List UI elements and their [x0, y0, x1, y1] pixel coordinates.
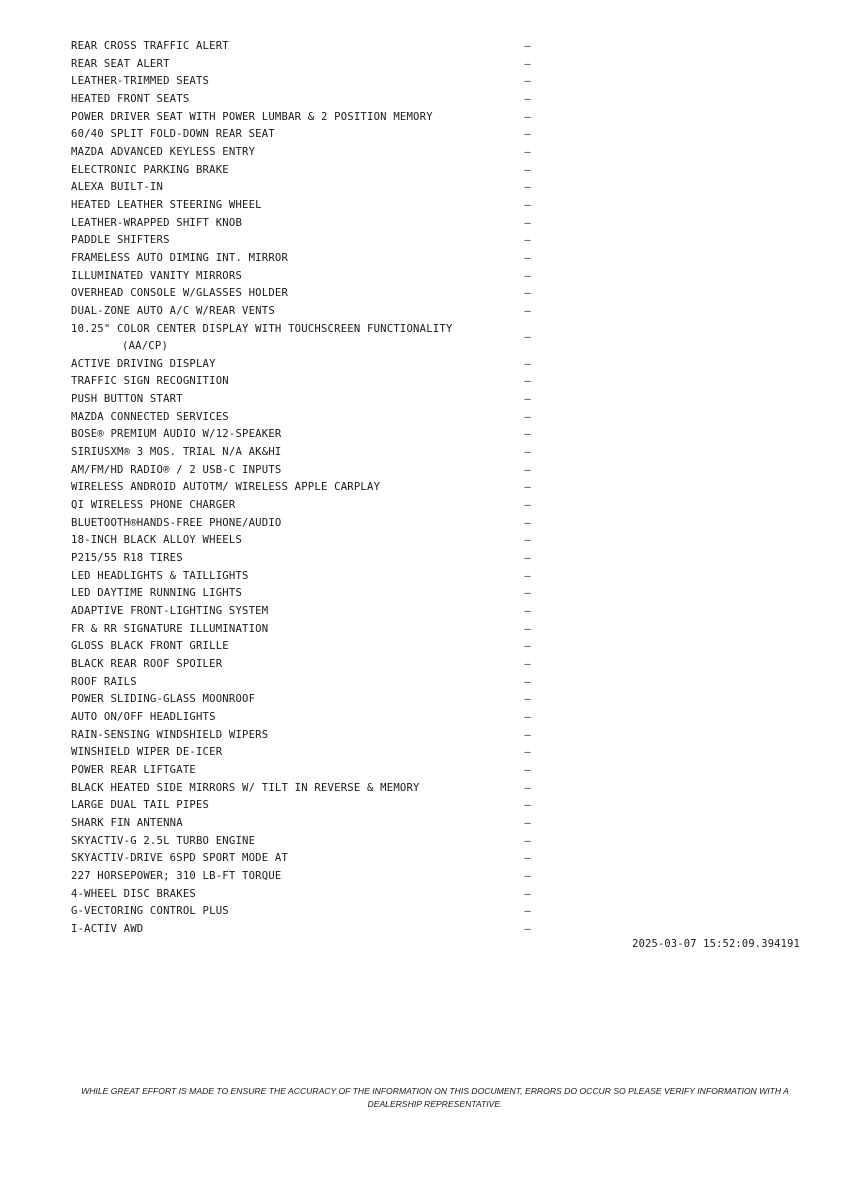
feature-label-text: GLOSS BLACK FRONT GRILLE — [71, 640, 229, 653]
feature-value: — — [524, 481, 531, 494]
feature-label-text: RAIN-SENSING WINDSHIELD WIPERS — [71, 728, 269, 741]
feature-value: — — [524, 587, 531, 600]
feature-row — [71, 285, 531, 303]
feature-label-text: ALEXA BUILT-IN — [71, 181, 164, 194]
feature-value: — — [524, 534, 531, 547]
feature-label — [71, 91, 501, 109]
feature-row — [71, 497, 531, 515]
feature-row — [71, 550, 531, 568]
feature-label — [71, 709, 501, 727]
feature-label-text: BOSE® PREMIUM AUDIO W/12-SPEAKER — [71, 428, 282, 441]
feature-row — [71, 833, 531, 851]
feature-label-text: 60/40 SPLIT FOLD-DOWN REAR SEAT — [71, 128, 275, 141]
feature-value: — — [524, 675, 531, 688]
feature-row — [71, 744, 531, 762]
feature-label — [71, 833, 501, 851]
feature-row — [71, 373, 531, 391]
feature-row — [71, 109, 531, 127]
feature-label — [71, 426, 501, 444]
feature-value: — — [524, 852, 531, 865]
feature-row — [71, 391, 531, 409]
feature-label — [71, 515, 501, 533]
feature-value: — — [524, 657, 531, 670]
feature-row — [71, 674, 531, 692]
feature-row — [71, 603, 531, 621]
feature-label — [71, 303, 501, 321]
disclaimer-text: WHILE GREAT EFFORT IS MADE TO ENSURE THE ACCURACY OF THE INFORMATION ON THIS DOCUMENT, ERRORS DO OCCUR SO PLEASE VERIFY INFORMATION WITH A DEALERSHIP REPRESENTATIVE. — [81, 1086, 789, 1109]
feature-row — [71, 815, 531, 833]
feature-value: — — [524, 816, 531, 829]
feature-value: — — [524, 181, 531, 194]
feature-label — [71, 532, 501, 550]
feature-label-text: WINSHIELD WIPER DE-ICER — [71, 746, 223, 759]
feature-row — [71, 532, 531, 550]
feature-label — [71, 232, 501, 250]
feature-label-text: FRAMELESS AUTO DIMING INT. MIRROR — [71, 251, 289, 264]
feature-row — [71, 479, 531, 497]
feature-label-text: ROOF RAILS — [71, 675, 137, 688]
feature-label-text: POWER REAR LIFTGATE — [71, 763, 196, 776]
feature-label — [71, 179, 501, 197]
feature-label-text: SKYACTIV-DRIVE 6SPD SPORT MODE AT — [71, 852, 289, 865]
feature-label-continuation: (AA/CP) — [122, 340, 169, 353]
feature-row — [71, 568, 531, 586]
feature-label-text: BLACK HEATED SIDE MIRRORS W/ TILT IN REVERSE & MEMORY — [71, 781, 420, 794]
feature-row — [71, 356, 531, 374]
feature-label — [71, 444, 501, 462]
feature-row — [71, 868, 531, 886]
feature-label — [71, 656, 501, 674]
feature-label-text: PUSH BUTTON START — [71, 393, 183, 406]
feature-label-text: BLACK REAR ROOF SPOILER — [71, 657, 223, 670]
feature-row — [71, 797, 531, 815]
feature-label-text: 10.25" COLOR CENTER DISPLAY WITH TOUCHSCREEN FUNCTIONALITY — [71, 322, 453, 335]
feature-row — [71, 444, 531, 462]
feature-label — [71, 886, 501, 904]
feature-value: — — [524, 428, 531, 441]
feature-label-text: ACTIVE DRIVING DISPLAY — [71, 357, 216, 370]
feature-row — [71, 691, 531, 709]
feature-value: — — [524, 693, 531, 706]
feature-label — [71, 674, 501, 692]
feature-label-text: ADAPTIVE FRONT-LIGHTING SYSTEM — [71, 605, 269, 617]
feature-label-text: POWER DRIVER SEAT WITH POWER LUMBAR & 2 POSITION MEMORY — [71, 110, 433, 123]
feature-label — [71, 815, 501, 833]
feature-row — [71, 179, 531, 197]
feature-value: — — [524, 393, 531, 406]
feature-value: — — [524, 905, 531, 918]
feature-label — [71, 479, 501, 497]
feature-value: — — [524, 887, 531, 900]
feature-label — [71, 73, 501, 91]
feature-label-text: QI WIRELESS PHONE CHARGER — [71, 499, 236, 512]
feature-row — [71, 515, 531, 533]
feature-label — [71, 903, 501, 921]
feature-row — [71, 727, 531, 745]
feature-label-text: P215/55 R18 TIRES — [71, 552, 183, 565]
feature-label-text: HEATED FRONT SEATS — [71, 92, 190, 105]
feature-label-text: LED DAYTIME RUNNING LIGHTS — [71, 587, 243, 600]
feature-row — [71, 585, 531, 603]
feature-row — [71, 426, 531, 444]
feature-label — [71, 727, 501, 745]
feature-label — [71, 126, 501, 144]
print-timestamp: 2025-03-07 15:52:09.394191 — [632, 938, 800, 950]
feature-label — [71, 356, 501, 374]
feature-label-text: 18-INCH BLACK ALLOY WHEELS — [71, 534, 243, 547]
feature-label — [71, 621, 501, 639]
feature-value: — — [524, 463, 531, 476]
feature-label — [71, 285, 501, 303]
feature-label-text: MAZDA ADVANCED KEYLESS ENTRY — [71, 145, 256, 158]
feature-row — [71, 250, 531, 268]
feature-label — [71, 56, 501, 74]
feature-label-text: BLUETOOTH®HANDS-FREE PHONE/AUDIO — [71, 516, 282, 529]
feature-value: — — [524, 163, 531, 176]
feature-label-text: POWER SLIDING-GLASS MOONROOF — [71, 693, 256, 706]
feature-value: — — [524, 287, 531, 300]
feature-value: — — [524, 331, 531, 344]
feature-label — [71, 638, 501, 656]
feature-row — [71, 462, 531, 480]
feature-value: — — [524, 746, 531, 759]
feature-label — [71, 144, 501, 162]
feature-label-text: FR & RR SIGNATURE ILLUMINATION — [71, 622, 269, 635]
feature-value: — — [524, 569, 531, 582]
feature-label-text: SHARK FIN ANTENNA — [71, 816, 183, 829]
feature-row — [71, 886, 531, 904]
feature-label — [71, 321, 501, 356]
feature-label-text: MAZDA CONNECTED SERVICES — [71, 410, 229, 423]
feature-value: — — [524, 552, 531, 565]
feature-label-text: TRAFFIC SIGN RECOGNITION — [71, 375, 229, 388]
feature-label — [71, 497, 501, 515]
feature-row — [71, 762, 531, 780]
feature-label — [71, 250, 501, 268]
feature-value: — — [524, 110, 531, 123]
feature-value: — — [524, 216, 531, 229]
feature-label-text: HEATED LEATHER STEERING WHEEL — [71, 198, 262, 211]
feature-label-text: ELECTRONIC PARKING BRAKE — [71, 163, 229, 176]
feature-label — [71, 268, 501, 286]
feature-label-text: SKYACTIV-G 2.5L TURBO ENGINE — [71, 834, 256, 847]
feature-label-text: 227 HORSEPOWER; 310 LB-FT TORQUE — [71, 869, 282, 882]
feature-row — [71, 73, 531, 91]
feature-row — [71, 321, 531, 356]
feature-value: — — [524, 251, 531, 264]
feature-row — [71, 780, 531, 798]
feature-label — [71, 197, 501, 215]
feature-row — [71, 91, 531, 109]
feature-row — [71, 409, 531, 427]
feature-row — [71, 656, 531, 674]
feature-label-text: 4-WHEEL DISC BRAKES — [71, 887, 196, 900]
feature-label-text: PADDLE SHIFTERS — [71, 234, 170, 247]
feature-label-text: LARGE DUAL TAIL PIPES — [71, 799, 210, 812]
feature-label — [71, 38, 501, 56]
feature-value: — — [524, 781, 531, 794]
feature-value: — — [524, 728, 531, 741]
feature-label — [71, 921, 501, 939]
feature-row — [71, 197, 531, 215]
feature-row — [71, 303, 531, 321]
feature-row — [71, 215, 531, 233]
feature-label-text: REAR CROSS TRAFFIC ALERT — [71, 40, 229, 52]
feature-label — [71, 762, 501, 780]
feature-row — [71, 126, 531, 144]
feature-value: — — [524, 499, 531, 512]
feature-value: — — [524, 269, 531, 282]
feature-value: — — [524, 799, 531, 812]
feature-value: — — [524, 357, 531, 370]
feature-label — [71, 215, 501, 233]
feature-value: — — [524, 446, 531, 459]
feature-row — [71, 162, 531, 180]
feature-value: — — [524, 605, 531, 617]
feature-row — [71, 144, 531, 162]
feature-label — [71, 373, 501, 391]
feature-label — [71, 550, 501, 568]
feature-value: — — [524, 834, 531, 847]
feature-label-text: OVERHEAD CONSOLE W/GLASSES HOLDER — [71, 287, 289, 300]
feature-label-text: LEATHER-TRIMMED SEATS — [71, 75, 210, 88]
feature-label-text: AUTO ON/OFF HEADLIGHTS — [71, 710, 216, 723]
feature-value: — — [524, 375, 531, 388]
feature-value: — — [524, 622, 531, 635]
feature-label — [71, 868, 501, 886]
feature-label — [71, 409, 501, 427]
feature-value: — — [524, 922, 531, 935]
feature-label — [71, 744, 501, 762]
feature-label — [71, 780, 501, 798]
feature-value: — — [524, 234, 531, 247]
feature-row — [71, 709, 531, 727]
feature-value: — — [524, 763, 531, 776]
feature-label-text: WIRELESS ANDROID AUTOTM/ WIRELESS APPLE CARPLAY — [71, 481, 381, 494]
feature-label — [71, 850, 501, 868]
feature-row — [71, 621, 531, 639]
feature-value: — — [524, 75, 531, 88]
feature-label — [71, 691, 501, 709]
feature-list — [71, 38, 531, 938]
feature-label-text: ILLUMINATED VANITY MIRRORS — [71, 269, 243, 282]
feature-row — [71, 850, 531, 868]
feature-label-text: DUAL-ZONE AUTO A/C W/REAR VENTS — [71, 304, 275, 317]
feature-label-text: AM/FM/HD RADIO® / 2 USB-C INPUTS — [71, 463, 282, 476]
feature-label — [71, 109, 501, 127]
feature-label-text: SIRIUSXM® 3 MOS. TRIAL N/A AK&HI — [71, 446, 282, 459]
feature-value: — — [524, 516, 531, 529]
feature-label — [71, 603, 501, 621]
feature-label — [71, 162, 501, 180]
feature-label — [71, 585, 501, 603]
feature-row — [71, 56, 531, 74]
feature-row — [71, 232, 531, 250]
feature-value: — — [524, 128, 531, 141]
feature-row — [71, 38, 531, 56]
feature-value: — — [524, 304, 531, 317]
feature-row — [71, 903, 531, 921]
feature-label — [71, 462, 501, 480]
feature-value: — — [524, 410, 531, 423]
feature-value: — — [524, 869, 531, 882]
feature-value: — — [524, 145, 531, 158]
feature-label-text: REAR SEAT ALERT — [71, 57, 170, 70]
feature-value: — — [524, 198, 531, 211]
feature-label — [71, 391, 501, 409]
feature-label — [71, 568, 501, 586]
feature-row — [71, 921, 531, 939]
feature-value: — — [524, 640, 531, 653]
feature-label — [71, 797, 501, 815]
feature-label-text: LED HEADLIGHTS & TAILLIGHTS — [71, 569, 249, 582]
feature-row — [71, 638, 531, 656]
feature-value: — — [524, 57, 531, 70]
feature-value: — — [524, 92, 531, 105]
feature-label-text: G-VECTORING CONTROL PLUS — [71, 905, 229, 918]
feature-value: — — [524, 710, 531, 723]
feature-label-text: I-ACTIV AWD — [71, 922, 144, 935]
feature-value: — — [524, 40, 531, 52]
feature-label-text: LEATHER-WRAPPED SHIFT KNOB — [71, 216, 243, 229]
feature-row — [71, 268, 531, 286]
